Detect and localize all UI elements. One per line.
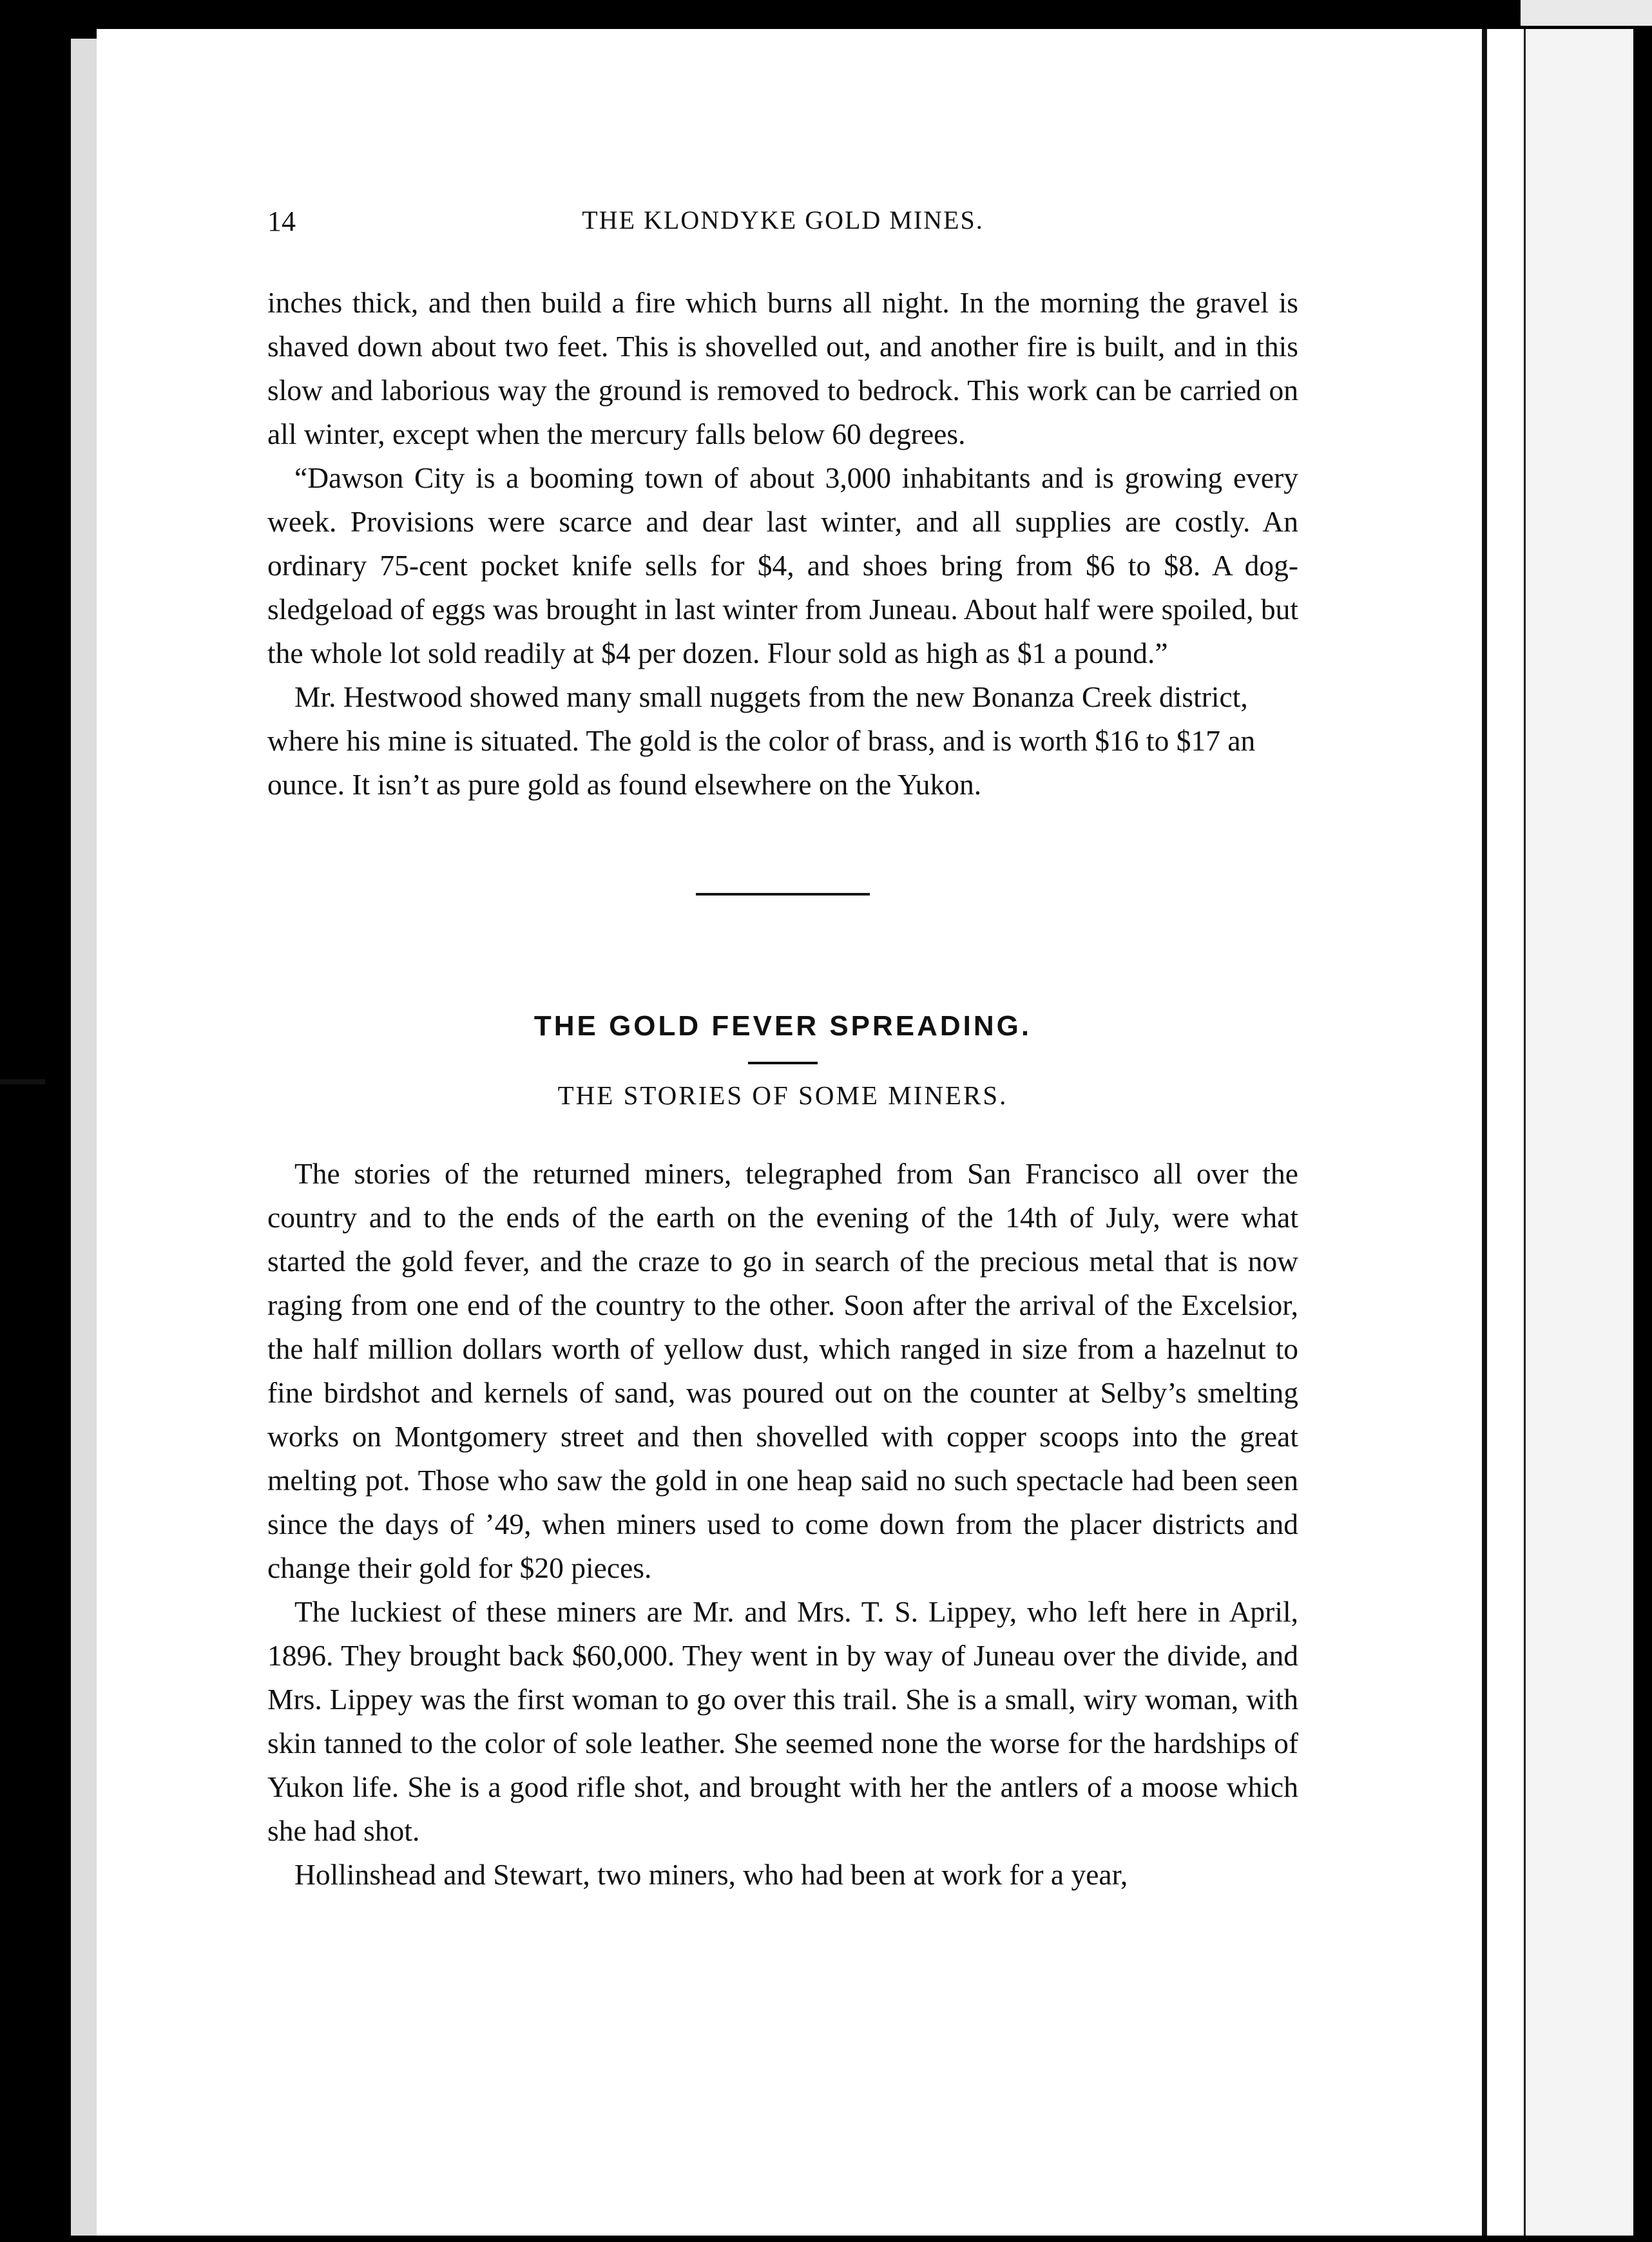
paragraph-5: The luckiest of these miners are Mr. and Mrs. T. S. Lippey, who left here in April, 1896. They brought back $60,000. They went in by way of Juneau over the divide, and Mrs. Lippey was the first woman to go over this trail. She is a small, wiry woman, with skin tanned to the color of sole leather. She seemed none the worse for the hardships of Yukon life. She is a good rifle shot, and brought with her the antlers of a moose which she had shot. bbox=[267, 1595, 1298, 1847]
page-edge-line bbox=[1482, 29, 1487, 2236]
page-number: 14 bbox=[267, 206, 296, 237]
paragraph-2: “Dawson City is a booming town of about 3,000 inhabitants and is growing every week. Provisions were scarce and dear last winter, and all supplies are costly. An ordinary 75-cent pocket knife sells for $4, and shoes bring from $6 to $8. A dog-sledgeload of eggs was brought in last winter from Juneau. About half were spoiled, but the whole lot sold readily at $4 per dozen. Flour sold as high as $1 a pound.” bbox=[267, 461, 1298, 669]
section-subheading: THE STORIES OF SOME MINERS. bbox=[557, 1080, 1008, 1110]
section-rule bbox=[696, 893, 870, 896]
book-edge bbox=[1524, 29, 1633, 2236]
paragraph-4: The stories of the returned miners, telegraphed from San Francisco all over the country and to the ends of the earth on the evening of the 14th of July, were what started the gold fever, and the craze to go in search of the precious metal that is now raging from one end of the country to the other. Soon after the arrival of the Excelsior, the half million dollars worth of yellow dust, which ranged in size from a hazelnut to fine birdshot and kernels of sand, was poured out on the counter at Selby’s smelting works on Montgomery street and then shovelled with copper scoops into the great melting pot. Those who saw the gold in one heap said no such spectacle had been seen since the days of ’49, when miners used to come down from the placer districts and change their gold for $20 pieces. bbox=[267, 1157, 1298, 1584]
section-heading: THE GOLD FEVER SPREADING. bbox=[533, 1010, 1032, 1042]
paragraph-6: Hollinshead and Stewart, two miners, who had been at work for a year, bbox=[294, 1858, 1128, 1891]
heading-rule bbox=[748, 1062, 818, 1064]
margin-mark bbox=[0, 1079, 45, 1084]
page-content bbox=[267, 205, 1298, 1897]
page-curl bbox=[1521, 0, 1652, 26]
page-shadow bbox=[71, 39, 97, 2236]
paragraph-1: inches thick, and then build a fire which burns all night. In the morning the gravel is shaved down about two feet. This is shovelled out, and another fire is built, and in this slow and laborious way the ground is removed to bedrock. This work can be carried on all winter, except when the mercury falls below 60 degrees. bbox=[267, 286, 1298, 450]
running-head bbox=[267, 205, 1298, 244]
running-title: THE KLONDYKE GOLD MINES. bbox=[582, 206, 984, 235]
paragraph-3: Mr. Hestwood showed many small nuggets from the new Bonanza Creek district, where his mine is situated. The gold is the color of brass, and is worth $16 to $17 an ounce. It isn’t as pure gold as found elsewhere on the Yukon. bbox=[267, 680, 1256, 801]
